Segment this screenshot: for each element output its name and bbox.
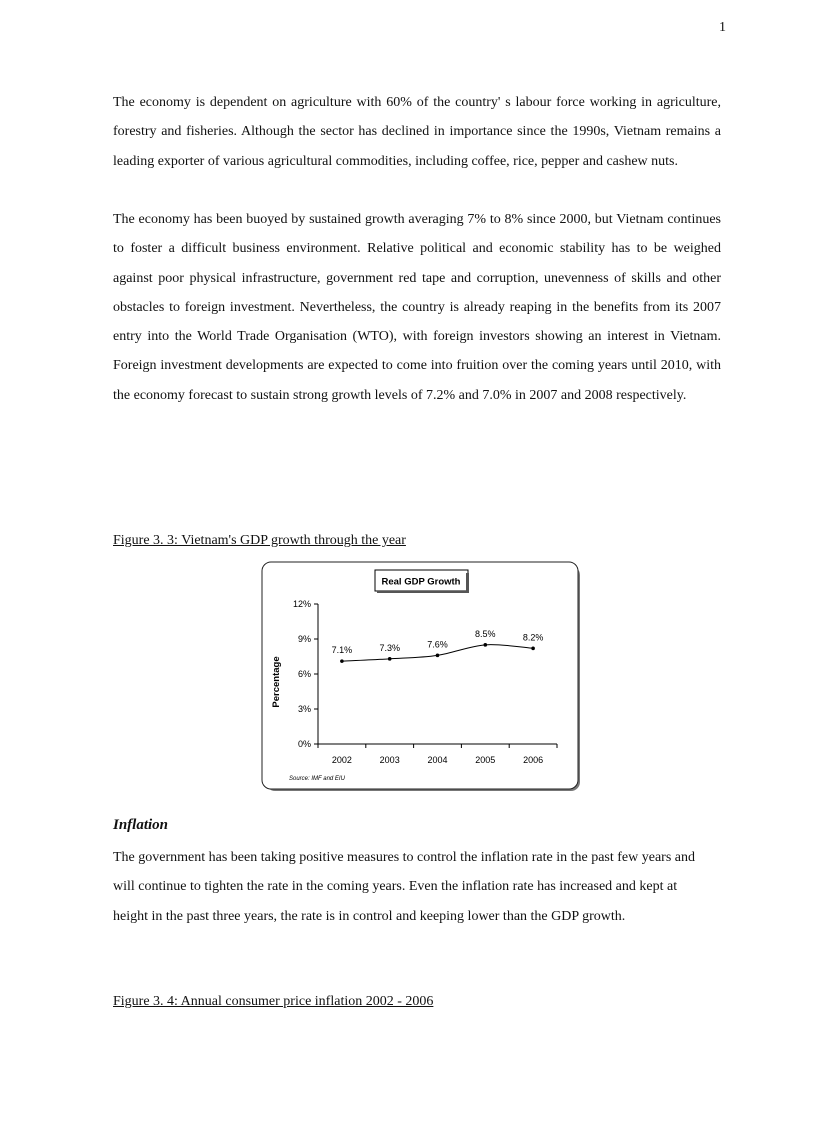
data-point xyxy=(484,643,488,647)
y-tick-label: 9% xyxy=(297,634,311,644)
data-label: 7.1% xyxy=(331,645,353,656)
y-tick-label: 12% xyxy=(292,599,311,609)
y-tick-label: 6% xyxy=(297,669,311,679)
inflation-heading: Inflation xyxy=(113,817,169,833)
chart-title: Real GDP Growth xyxy=(381,576,461,588)
paragraph-inflation: The government has been taking positive measures to control the inflation rate in the past few years and will continue to tighten the rate in the coming years. Even the inflation rate has increased and kept at height in the past three years, the rate is in control and keeping lower than the GDP growth. xyxy=(113,850,695,924)
data-point xyxy=(531,647,535,651)
data-point xyxy=(388,657,392,661)
data-label: 7.6% xyxy=(427,639,448,650)
y-tick-label: 0% xyxy=(297,739,311,749)
gdp-chart-svg xyxy=(261,561,581,792)
chart-title-shadow-right xyxy=(466,573,469,593)
data-point xyxy=(436,654,440,658)
data-point xyxy=(340,659,344,663)
figure-3-4-caption: Figure 3. 4: Annual consumer price inflation 2002 - 2006 xyxy=(113,994,434,1009)
chart-title-shadow-bottom xyxy=(377,591,469,593)
figure-3-3-caption: Figure 3. 3: Vietnam's GDP growth through the year xyxy=(113,533,406,548)
gdp-growth-chart xyxy=(261,561,581,792)
chart-y-axis-label: Percentage xyxy=(271,656,282,708)
data-label: 8.2% xyxy=(522,632,544,643)
data-label: 7.3% xyxy=(379,642,400,653)
x-tick-label: 2003 xyxy=(379,755,400,765)
chart-source-note: Source: IMF and EIU xyxy=(289,776,345,782)
paragraph-economic-growth: The economy has been buoyed by sustained growth averaging 7% to 8% since 2000, but Vietnam continues to foster a difficult business environment. Relative political and economic stability has to be weighed against poor physical infrastructure, government red tape and corruption, unevenness of skills and other obstacles to foreign investment. Nevertheless, the country is already reaping in the benefits from its 2007 entry into the World Trade Organisation (WTO), with foreign investors showing an interest in Vietnam. Foreign investment developments are expected to come into fruition over the coming years until 2010, with the economy forecast to sustain strong growth levels of 7.2% and 7.0% in 2007 and 2008 respectively. xyxy=(113,212,721,403)
x-tick-label: 2005 xyxy=(475,755,496,765)
x-tick-label: 2004 xyxy=(427,755,448,765)
page-number: 1 xyxy=(719,20,726,35)
y-tick-label: 3% xyxy=(297,704,311,714)
x-tick-label: 2002 xyxy=(331,755,352,765)
x-tick-label: 2006 xyxy=(523,755,544,765)
paragraph-agriculture: The economy is dependent on agriculture with 60% of the country' s labour force working in agriculture, forestry and fisheries. Although the sector has declined in importance since the 1990s, Vietnam remains a leading exporter of various agricultural commodities, including coffee, rice, pepper and cashew nuts. xyxy=(113,95,721,169)
data-label: 8.5% xyxy=(475,628,496,639)
